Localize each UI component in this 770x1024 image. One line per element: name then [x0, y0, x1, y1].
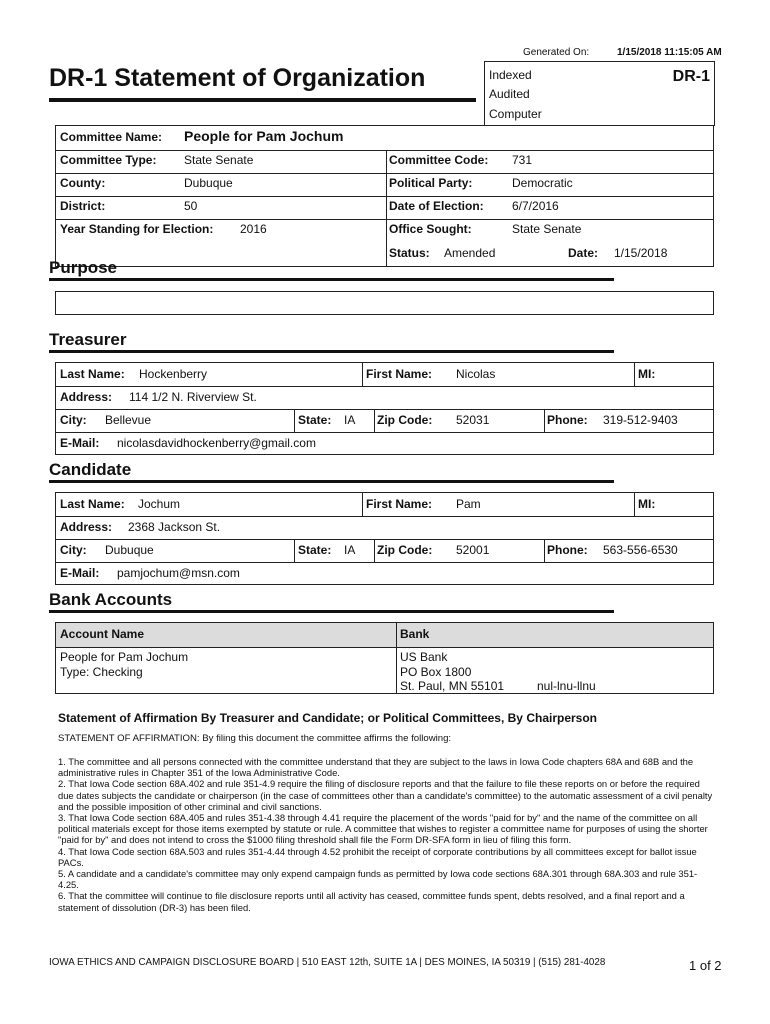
office-label: Office Sought:: [389, 222, 472, 236]
title-underline: [49, 98, 476, 102]
treasurer-phone: 319-512-9403: [603, 413, 678, 427]
committee-code-label: Committee Code:: [389, 153, 489, 167]
status-label: Status:: [389, 246, 430, 260]
party-value: Democratic: [512, 176, 573, 190]
bank-header-row: [56, 623, 713, 648]
election-date-label: Date of Election:: [389, 199, 484, 213]
committee-type: State Senate: [184, 153, 254, 167]
election-date-value: 6/7/2016: [512, 199, 559, 213]
footer-text: IOWA ETHICS AND CAMPAIGN DISCLOSURE BOARD | 510 EAST 12th, SUITE 1A | DES MOINES, IA 50319 | (515) 281-4028: [49, 957, 606, 968]
committee-code: 731: [512, 153, 533, 167]
purpose-title: Purpose: [49, 258, 118, 277]
affirmation-item: 6. That the committee will continue to file disclosure reports until all activity has ceased, committee funds spent, debts resolved, and a final report and a statement of dissolution (DR-3) has been filed.: [58, 890, 685, 913]
treasurer-mi-label: MI:: [638, 367, 656, 381]
status-indexed: Indexed: [489, 68, 532, 82]
candidate-rule: [49, 480, 614, 483]
candidate-title: Candidate: [49, 460, 132, 479]
generated-label: Generated On:: [523, 47, 590, 58]
treasurer-zip-label: Zip Code:: [377, 413, 433, 427]
purpose-rule: [49, 278, 614, 281]
candidate-last-label: Last Name:: [60, 497, 125, 511]
treasurer-title: Treasurer: [49, 330, 127, 349]
candidate-email-label: E-Mail:: [60, 566, 100, 580]
candidate-first: Pam: [456, 497, 481, 511]
treasurer-address-label: Address:: [60, 390, 113, 404]
affirmation-item: 2. That Iowa Code section 68A.402 and rule 351-4.9 require the filing of disclosure reports and that the failure to file these reports on or before the required due dates subjects the candidate or chairperson (in the case of committees other than a candidate's committee) to the automatic assessment of a civil penalty and the possible imposition of other criminal and civil sanctions.: [58, 778, 713, 812]
bank-account-name: People for Pam Jochum: [60, 650, 189, 664]
treasurer-rule: [49, 350, 614, 353]
treasurer-email-label: E-Mail:: [60, 436, 100, 450]
status-value: Amended: [444, 246, 496, 260]
status-computer: Computer: [489, 107, 542, 121]
affirmation-item: 3. That Iowa Code section 68A.405 and rules 351-4.38 through 4.41 require the placement of the words "paid for by" and the name of the committee on all political materials except for those items exempted by statute or rule. A committee that wishes to register a committee name for purposes of using the shorter "paid for by" and does not intend to cross the $1000 filing threshold shall file the Form DR-SFA form in lieu of filing this form.: [58, 812, 708, 846]
county-label: County:: [60, 176, 106, 190]
committee-name: People for Pam Jochum: [184, 128, 344, 144]
candidate-phone: 563-556-6530: [603, 543, 678, 557]
affirmation-item: 4. That Iowa Code section 68A.503 and rules 351-4.44 through 4.52 prohibit the receipt of corporate contributions by all committees except for ballot issue PACs.: [58, 845, 697, 868]
candidate-city: Dubuque: [105, 543, 154, 557]
candidate-zip-label: Zip Code:: [377, 543, 433, 557]
candidate-zip: 52001: [456, 543, 490, 557]
form-code: DR-1: [672, 68, 710, 85]
candidate-first-label: First Name:: [366, 497, 433, 511]
bank-title: Bank Accounts: [49, 590, 173, 609]
bank-col-bank: Bank: [400, 627, 430, 641]
bank-col-account: Account Name: [60, 627, 145, 641]
candidate-last: Jochum: [138, 497, 181, 511]
page-number: 1 of 2: [689, 958, 722, 973]
affirmation-items: [58, 756, 718, 913]
treasurer-last-label: Last Name:: [60, 367, 125, 381]
candidate-city-label: City:: [60, 543, 87, 557]
bank-rule: [49, 610, 614, 613]
district-value: 50: [184, 199, 198, 213]
bank-name: US Bank: [400, 650, 448, 664]
year-label: Year Standing for Election:: [60, 222, 214, 236]
affirmation-title: Statement of Affirmation By Treasurer and Candidate; or Political Committees, By Chairperson: [58, 711, 597, 725]
affirmation-intro: STATEMENT OF AFFIRMATION: By filing this document the committee affirms the following:: [58, 733, 452, 744]
office-value: State Senate: [512, 222, 582, 236]
treasurer-phone-label: Phone:: [547, 413, 588, 427]
party-label: Political Party:: [389, 176, 473, 190]
treasurer-state: IA: [344, 413, 356, 427]
treasurer-last: Hockenberry: [139, 367, 208, 381]
treasurer-city-label: City:: [60, 413, 87, 427]
district-label: District:: [60, 199, 106, 213]
page-title: DR-1 Statement of Organization: [49, 64, 426, 92]
affirmation-item: 5. A candidate and a candidate's committee may only expend campaign funds as permitted by Iowa code sections 68A.301 through 68A.303 and rule 351-4.25.: [58, 868, 698, 891]
treasurer-first: Nicolas: [456, 367, 496, 381]
treasurer-email: nicolasdavidhockenberry@gmail.com: [117, 436, 316, 450]
affirmation-item: 1. The committee and all persons connected with the committee understand that they are subject to the laws in Iowa Code chapters 68A and 68B and the administrative rules in Chapter 351 of the Iowa Administrative Code.: [58, 756, 694, 779]
bank-city: St. Paul, MN 55101: [400, 679, 505, 693]
status-audited: Audited: [489, 87, 530, 101]
committee-name-label: Committee Name:: [60, 130, 163, 144]
treasurer-city: Bellevue: [105, 413, 152, 427]
year-value: 2016: [240, 222, 267, 236]
candidate-address-label: Address:: [60, 520, 113, 534]
bank-extra: nul-lnu-llnu: [537, 679, 596, 693]
candidate-state: IA: [344, 543, 356, 557]
candidate-email: pamjochum@msn.com: [117, 566, 240, 580]
office-status-box: [484, 61, 715, 126]
treasurer-address: 114 1/2 N. Riverview St.: [129, 390, 257, 404]
candidate-mi-label: MI:: [638, 497, 656, 511]
purpose-box: [55, 291, 714, 315]
candidate-address: 2368 Jackson St.: [128, 520, 221, 534]
candidate-phone-label: Phone:: [547, 543, 588, 557]
bank-address: PO Box 1800: [400, 665, 472, 679]
committee-type-label: Committee Type:: [60, 153, 157, 167]
candidate-state-label: State:: [298, 543, 332, 557]
generated-value: 1/15/2018 11:15:05 AM: [617, 47, 722, 58]
bank-account-type: Type: Checking: [60, 665, 143, 679]
date-label: Date:: [568, 246, 599, 260]
treasurer-zip: 52031: [456, 413, 490, 427]
treasurer-first-label: First Name:: [366, 367, 433, 381]
date-value: 1/15/2018: [614, 246, 668, 260]
county-value: Dubuque: [184, 176, 233, 190]
treasurer-state-label: State:: [298, 413, 332, 427]
